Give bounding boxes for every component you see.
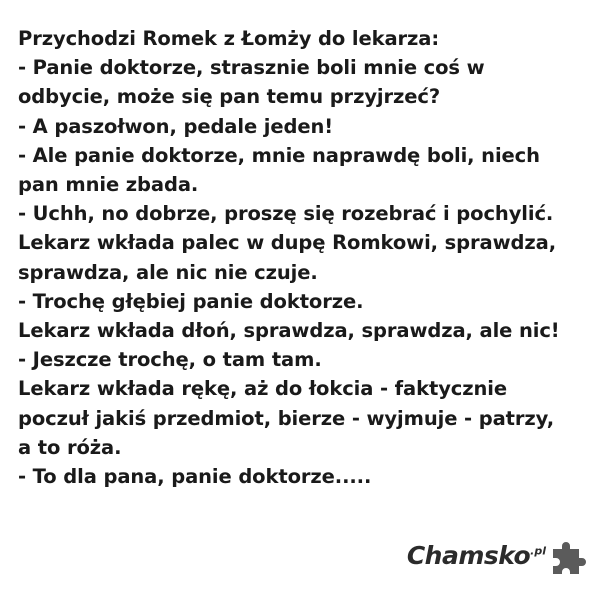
joke-line: sprawdza, ale nic nie czuje. — [18, 260, 318, 284]
joke-line: Lekarz wkłada rękę, aż do łokcia - faktycznie — [18, 377, 508, 401]
watermark-brand-suffix: .pl — [530, 544, 546, 558]
joke-line: - A paszołwon, pedale jeden! — [18, 114, 334, 138]
joke-line: Lekarz wkłada palec w dupę Romkowi, sprawdza, — [18, 231, 557, 255]
joke-line: a to róża. — [18, 435, 122, 459]
watermark-brand-text: Chamsko — [406, 540, 531, 570]
joke-line: - Panie doktorze, strasznie boli mnie coś w — [18, 56, 485, 80]
watermark-brand — [406, 540, 548, 570]
joke-line: poczuł jakiś przedmiot, bierze - wyjmuje - patrzy, — [18, 406, 555, 430]
joke-line: - Trochę głębiej panie doktorze. — [18, 289, 364, 313]
puzzle-piece-icon — [550, 536, 588, 574]
watermark — [407, 535, 588, 575]
joke-line: - Jeszcze trochę, o tam tam. — [18, 348, 322, 372]
joke-line: - Ale panie doktorze, mnie naprawdę boli, niech — [18, 143, 540, 167]
joke-line: Lekarz wkłada dłoń, sprawdza, sprawdza, ale nic! — [18, 319, 560, 343]
joke-line: - Uchh, no dobrze, proszę się rozebrać i pochylić. — [18, 202, 554, 226]
joke-body — [18, 24, 590, 491]
joke-line: - To dla pana, panie doktorze..... — [18, 465, 372, 489]
joke-line: odbycie, może się pan temu przyjrzeć? — [18, 85, 441, 109]
joke-line: pan mnie zbada. — [18, 173, 199, 197]
joke-line: Przychodzi Romek z Łomży do lekarza: — [18, 27, 440, 50]
